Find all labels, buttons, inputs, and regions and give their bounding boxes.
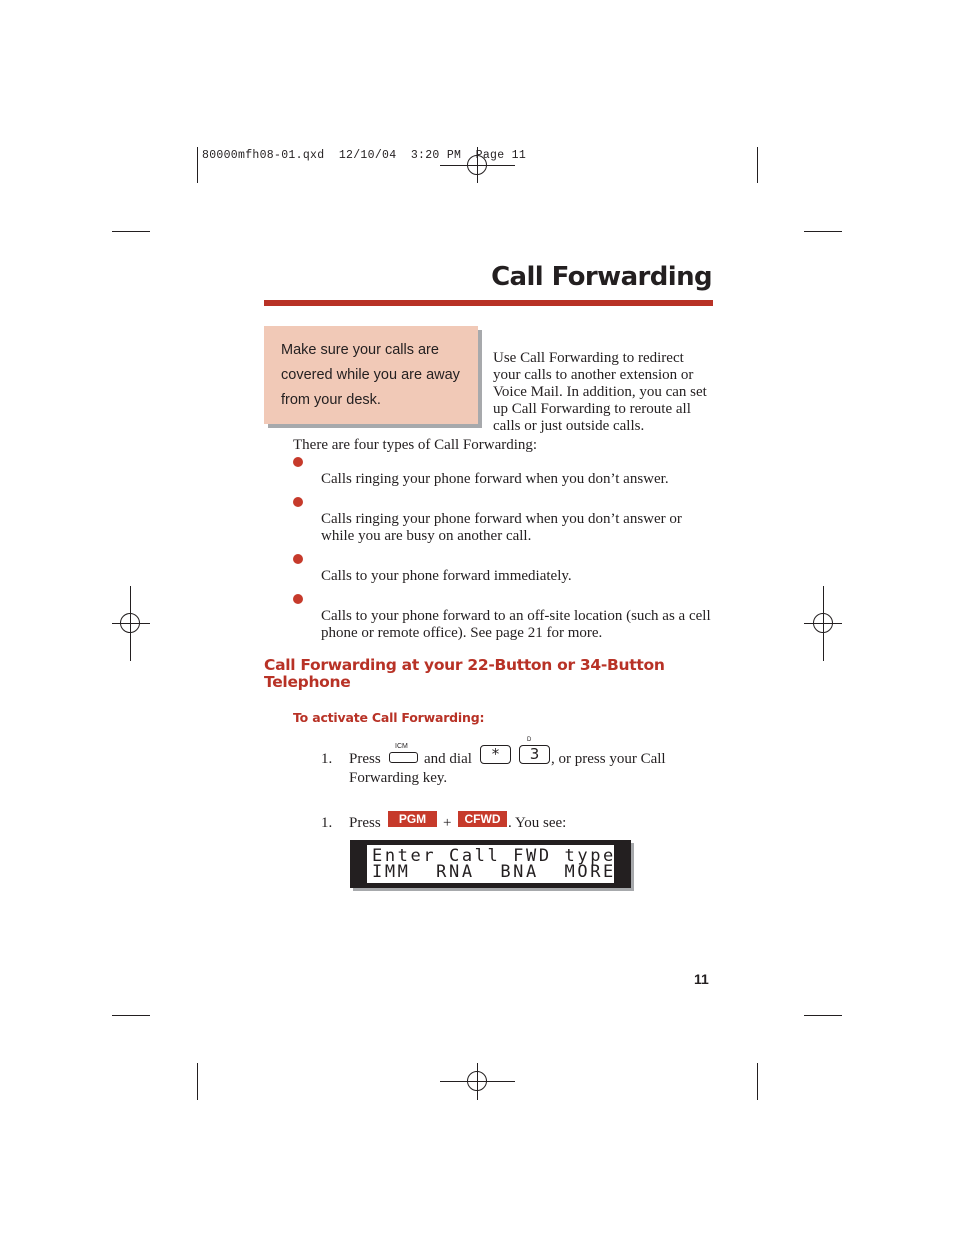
step-text-rest-2: Forwarding key. [349,770,448,786]
display-line-1: Enter Call FWD type [372,846,616,866]
intro-paragraph: Use Call Forwarding to redirect your calls to another extension or Voice Mail. In addition, you can set up Call Forwarding to reroute all calls or just outside calls. [493,350,707,434]
list-item: Calls ringing your phone forward when you don’t answer. [321,471,669,487]
sidebar-note-text: Make sure your calls are covered while you are away from your desk. [281,342,460,408]
list-item: Calls to your phone forward to an off-site location (such as a cell phone or remote office). See page 21 for more. [321,608,711,641]
cfwd-key-icon: CFWD [458,811,507,827]
subheading: To activate Call Forwarding: [293,710,485,725]
step-number: 1. [321,815,333,831]
display-screen [367,845,614,883]
bullet-icon [293,497,303,507]
plus-sign: + [443,815,452,831]
key-letter-label: D [527,737,532,743]
step-text-press: Press [349,815,381,831]
bullet-icon [293,457,303,467]
title-rule [264,300,713,306]
types-intro: There are four types of Call Forwarding: [293,437,538,453]
sidebar-note [264,326,478,424]
icm-label: ICM [395,743,408,750]
registration-mark-right [813,613,833,633]
step-text-rest: , or press your Call [551,751,666,767]
page-title: Call Forwarding [491,262,712,292]
bullet-icon [293,594,303,604]
section-heading: Call Forwarding at your 22-Button or 34-Button Telephone [264,656,665,691]
bullet-icon [293,554,303,564]
pgm-key-icon: PGM [388,811,437,827]
display-line-2: IMM RNA BNA MORE [372,862,616,882]
step-text-and-dial: and dial [424,751,472,767]
list-item: Calls to your phone forward immediately. [321,568,572,584]
three-key-icon [519,745,550,764]
star-key-icon [480,745,511,764]
step-text-press: Press [349,751,381,767]
phone-display [350,840,631,888]
step-number: 1. [321,751,333,767]
registration-mark-bottom [467,1071,487,1091]
registration-mark-left [120,613,140,633]
star-key-label: * [491,745,500,763]
file-slug: 80000mfh08-01.qxd 12/10/04 3:20 PM Page 11 [202,149,527,162]
three-key-label: 3 [529,745,540,763]
list-item: Calls ringing your phone forward when you don’t answer or while you are busy on another call. [321,511,682,544]
page-number: 11 [694,971,709,987]
icm-key-icon [389,752,418,763]
step-text-you-see: . You see: [508,815,567,831]
